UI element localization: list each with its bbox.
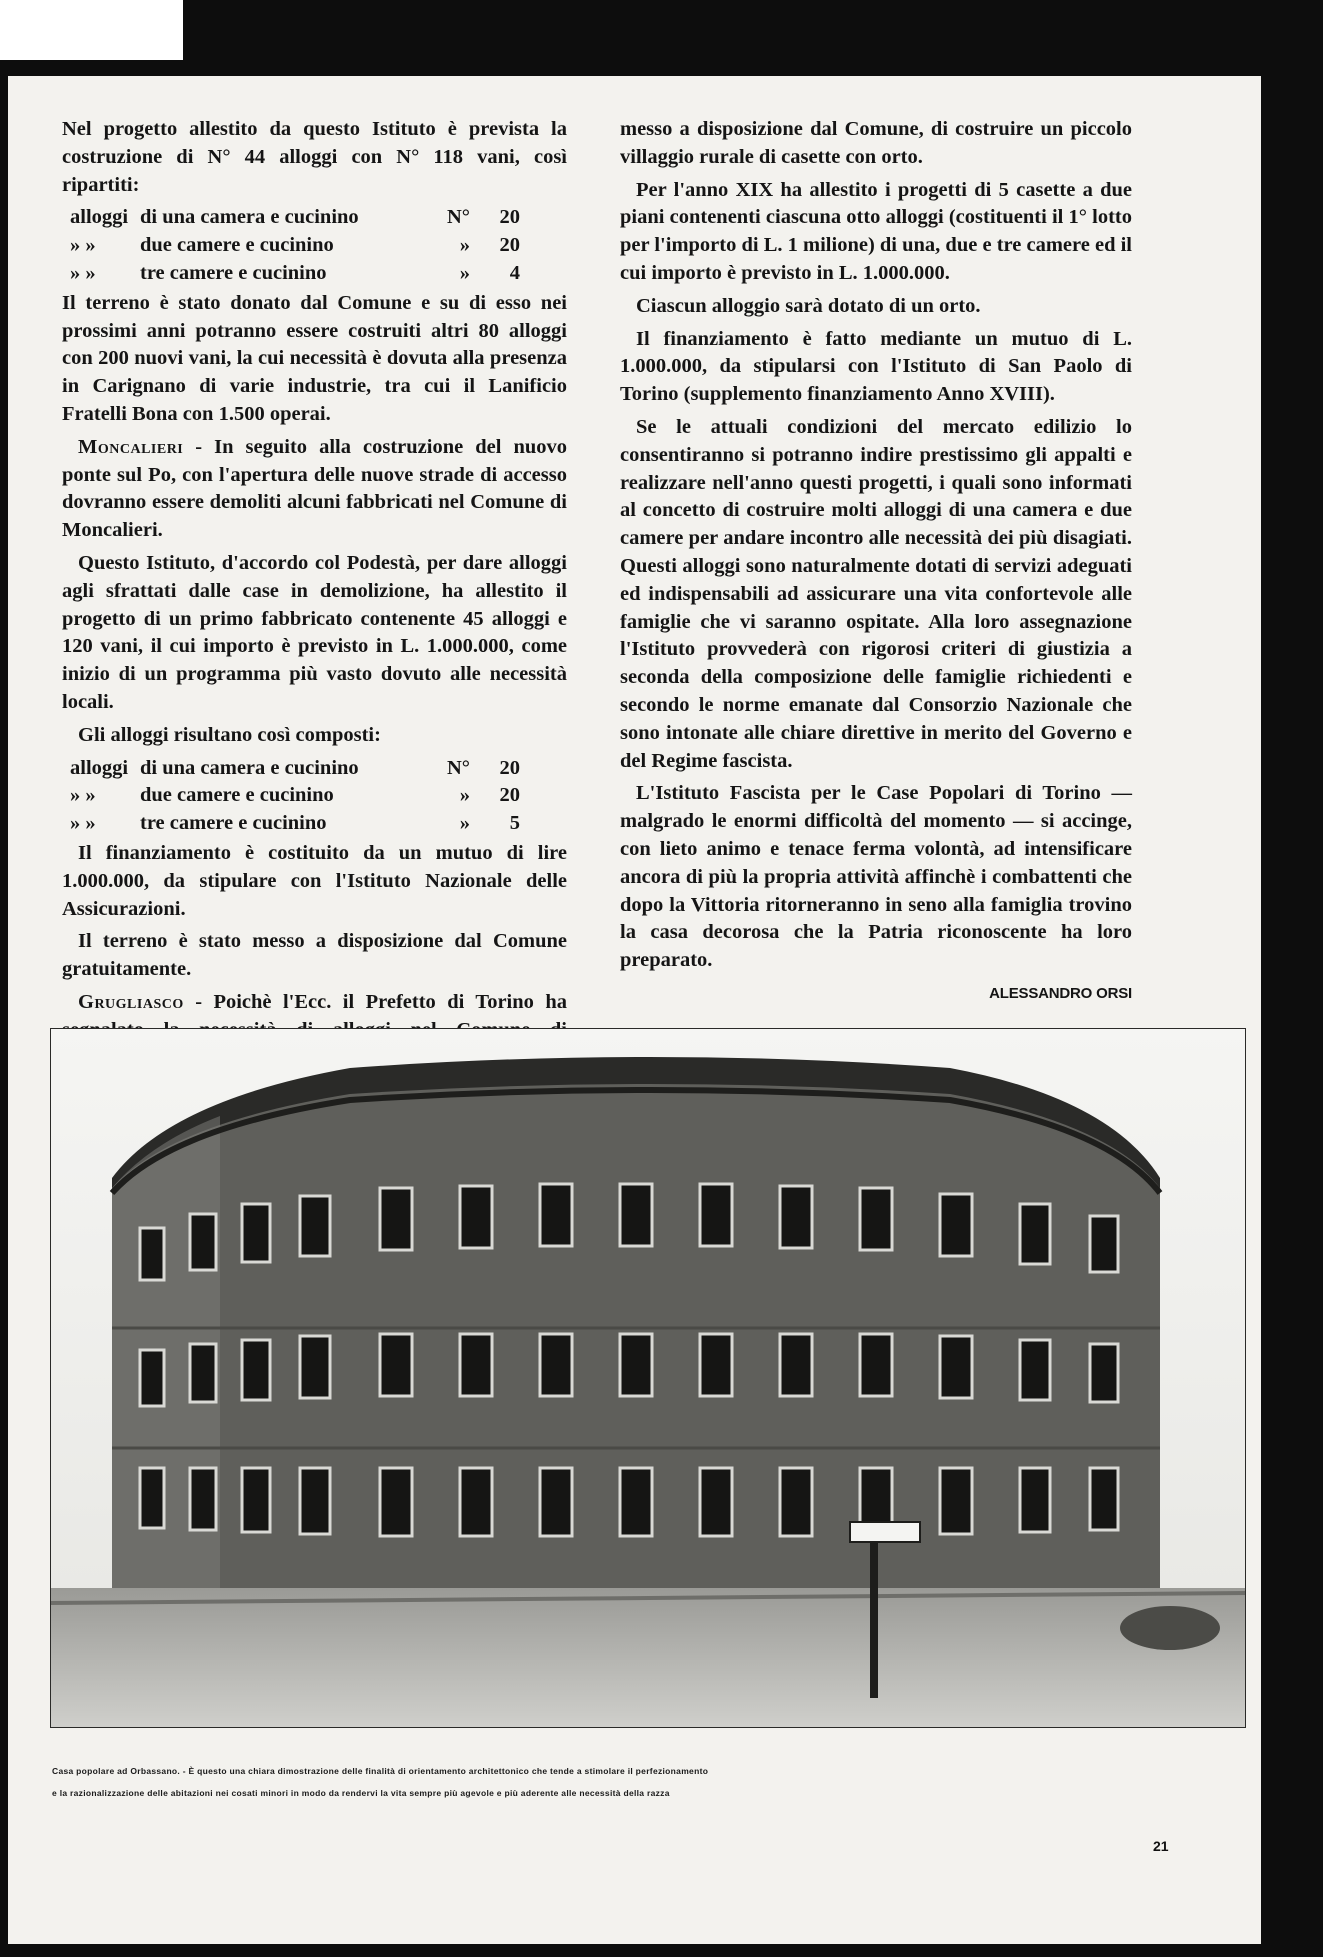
- paragraph: L'Istituto Fascista per le Case Popolari di Torino — malgrado le enormi difficoltà del momento — si accinge, con lieto animo e tenace ferma volontà, ad intensificare ancora di più la propria attività affinchè i combattenti che dopo la Vittoria ritorneranno in seno alla famiglia trovino la casa decorosa che la Patria riconoscente ha loro preparato.: [620, 782, 1132, 972]
- paragraph: Ciascun alloggio sarà dotato di un orto.: [636, 294, 981, 317]
- allocation-cell: »: [459, 261, 470, 284]
- allocation-table-moncalieri: [62, 755, 567, 838]
- allocation-cell: » »: [70, 261, 96, 284]
- allocation-cell: alloggi: [70, 206, 129, 229]
- allocation-cell: 5: [509, 812, 520, 835]
- allocation-cell: N°: [446, 756, 470, 779]
- allocation-row: [62, 755, 567, 783]
- allocation-cell: due camere e cucinino: [140, 234, 334, 257]
- allocation-cell: tre camere e cucinino: [140, 261, 327, 284]
- section-heading: Grugliasco: [78, 990, 184, 1013]
- allocation-cell: N°: [446, 206, 470, 229]
- paragraph: Per l'anno XIX ha allestito i progetti di 5 casette a due piani contenenti ciascuna otto alloggi (costituenti il 1° lotto per l'importo di L. 1 milione) di una, due e tre camere ed il cui importo è previsto in L. 1.000.000.: [620, 178, 1132, 284]
- allocation-cell: 20: [499, 756, 520, 779]
- paragraph: Questo Istituto, d'accordo col Podestà, per dare alloggi agli sfrattati dalle case in demolizione, ha allestito il progetto di un primo fabbricato contenente 45 alloggi e 120 vani, il cui importo è previsto in L. 1.000.000, come inizio di un programma più vasto dovuto alle necessità locali.: [62, 551, 567, 713]
- allocation-row: [62, 810, 567, 838]
- allocation-cell: due camere e cucinino: [140, 784, 334, 807]
- paragraph-moncalieri: [62, 434, 567, 545]
- allocation-cell: alloggi: [70, 756, 129, 779]
- building-photo-illustration: [50, 1028, 1246, 1728]
- allocation-cell: »: [459, 812, 470, 835]
- section-heading: Moncalieri: [78, 435, 184, 458]
- paragraph: Il finanziamento è costituito da un mutuo di lire 1.000.000, da stipulare con l'Istituto Nazionale delle Assicurazioni.: [62, 841, 567, 920]
- paragraph-text: - In seguito alla costruzione del nuovo ponte sul Po, con l'apertura delle nuove strade di accesso dovranno essere demoliti alcuni fabbricati nel Comune di Moncalieri.: [62, 435, 567, 542]
- allocation-row: [62, 204, 567, 232]
- allocation-cell: 4: [509, 261, 520, 284]
- allocation-cell: 20: [499, 234, 520, 257]
- allocation-row: [62, 232, 567, 260]
- paragraph: messo a disposizione dal Comune, di costruire un piccolo villaggio rurale di casette con orto.: [620, 118, 1132, 168]
- allocation-cell: » »: [70, 784, 96, 807]
- building-photo: [50, 1028, 1246, 1728]
- paragraph: Gli alloggi risultano così composti:: [78, 723, 381, 746]
- scan-corner-patch: [0, 0, 183, 60]
- paragraph: Il terreno è stato donato dal Comune e su di esso nei prossimi anni potranno essere costruiti altri 80 alloggi con 200 nuovi vani, la cui necessità è dovuta alla presenza in Carignano di varie industrie, tra cui il Lanificio Fratelli Bona con 1.500 operai.: [62, 291, 567, 425]
- allocation-table-carignano: [62, 204, 567, 287]
- page-number: 21: [1153, 1838, 1169, 1854]
- caption-line: e la razionalizzazione delle abitazioni nei cosati minori in modo da rendervi la vita sempre più agevole e più aderente alle necessità della razza: [52, 1788, 670, 1798]
- allocation-cell: » »: [70, 812, 96, 835]
- allocation-cell: di una camera e cucinino: [140, 756, 359, 779]
- allocation-cell: »: [459, 784, 470, 807]
- caption-line: Casa popolare ad Orbassano. - È questo una chiara dimostrazione delle finalità di orientamento architettonico che tende a stimolare il perfezionamento: [52, 1766, 709, 1776]
- allocation-row: [62, 782, 567, 810]
- author-signature: ALESSANDRO ORSI: [989, 984, 1132, 1002]
- paragraph: Il finanziamento è fatto mediante un mutuo di L. 1.000.000, da stipularsi con l'Istituto di San Paolo di Torino (supplemento finanziamento Anno XVIII).: [620, 327, 1132, 406]
- magazine-page: [8, 76, 1261, 1944]
- paragraph: Se le attuali condizioni del mercato edilizio lo consentiranno si potranno indire prestissimo gli appalti e realizzare nell'anno questi progetti, i quali sono informati al concetto di costruire molti alloggi di una camera e due camere per andare incontro alle necessità dei più disagiati. Questi alloggi sono naturalmente dotati di servizi adeguati ed indispensabili ad assicurare una vita confortevole alle famiglie che vi saranno ospitate. Alla loro assegnazione l'Istituto provvederà con rigorosi criteri di giustizia a seconda della composizione delle famiglie richiedenti e secondo le norme emanate dal Consorzio Nazionale che sono intonate alle chiare direttive in merito del Governo e del Regime fascista.: [620, 415, 1132, 772]
- allocation-cell: di una camera e cucinino: [140, 206, 359, 229]
- allocation-cell: tre camere e cucinino: [140, 812, 327, 835]
- paragraph: Nel progetto allestito da questo Istituto è prevista la costruzione di N° 44 alloggi con N° 118 vani, così ripartiti:: [62, 118, 567, 196]
- allocation-cell: 20: [499, 206, 520, 229]
- allocation-cell: 20: [499, 784, 520, 807]
- left-column: [62, 116, 567, 1105]
- paragraph: Il terreno è stato messo a disposizione dal Comune gratuitamente.: [62, 930, 567, 981]
- paragraph-text: - Poichè l'Ecc. il Prefetto di Torino ha: [195, 990, 567, 1013]
- right-column: [620, 116, 1132, 1008]
- allocation-cell: » »: [70, 234, 96, 257]
- photo-caption: [52, 1760, 1202, 1804]
- allocation-cell: »: [459, 234, 470, 257]
- allocation-row: [62, 260, 567, 288]
